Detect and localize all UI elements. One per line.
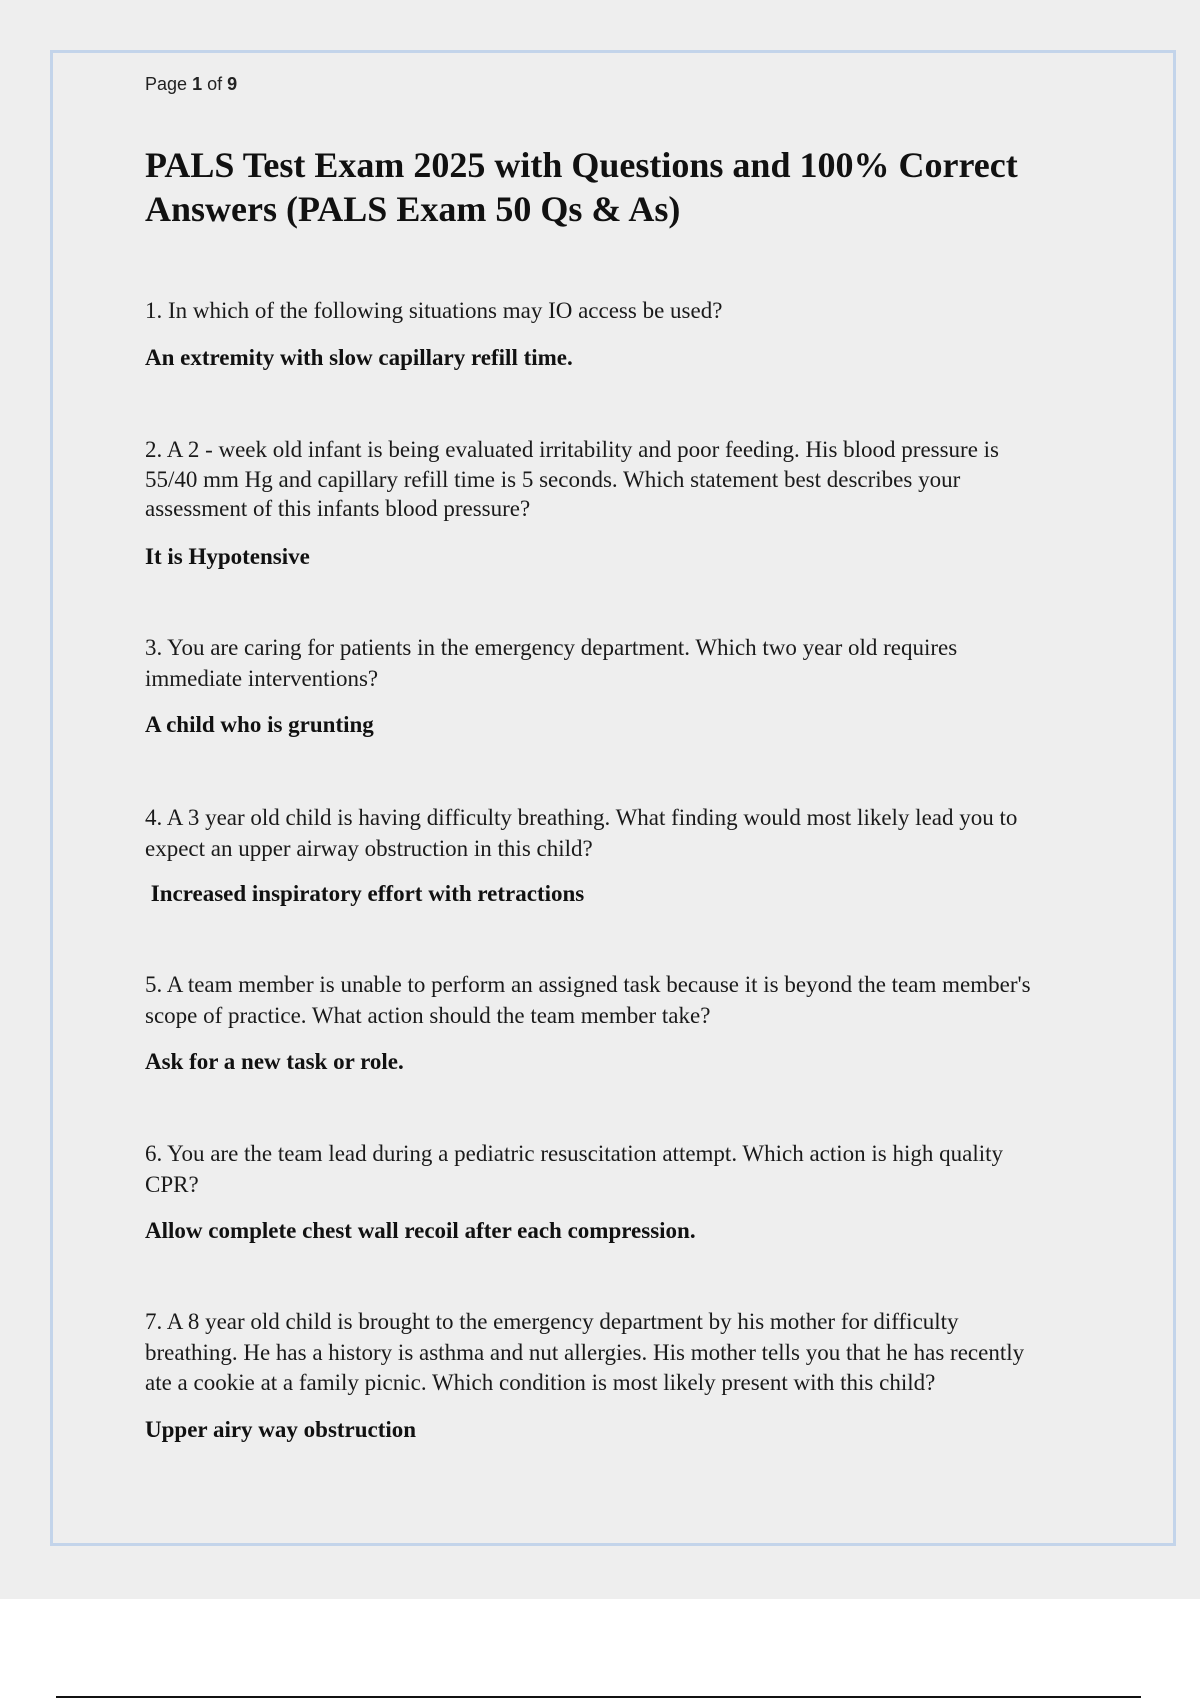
answer-text: Allow complete chest wall recoil after each compression. — [145, 1218, 696, 1243]
answer-text: Ask for a new task or role. — [145, 1049, 404, 1074]
question-text: ate a cookie at a family picnic. Which condition is most likely present with this child? — [145, 1370, 936, 1395]
page-prefix: Page — [145, 74, 188, 94]
page-indicator — [145, 74, 237, 95]
question-text: immediate interventions? — [145, 666, 379, 691]
answer-text: A child who is grunting — [145, 712, 374, 737]
question-text: expect an upper airway obstruction in this child? — [145, 836, 593, 861]
page-total: 9 — [227, 74, 238, 94]
question-text: 7. A 8 year old child is brought to the emergency department by his mother for difficulty — [145, 1309, 959, 1334]
question-text: 1. In which of the following situations may IO access be used? — [145, 298, 723, 323]
question-text: breathing. He has a history is asthma and nut allergies. His mother tells you that he has recently — [145, 1340, 1025, 1365]
answer-text: Upper airy way obstruction — [145, 1417, 417, 1442]
answer-text: It is Hypotensive — [145, 544, 310, 569]
question-text: 5. A team member is unable to perform an assigned task because it is beyond the team member's — [145, 972, 1031, 997]
page-of: of — [207, 74, 223, 94]
question-text: scope of practice. What action should the team member take? — [145, 1003, 711, 1028]
footer-rule — [56, 1696, 1141, 1698]
question-text: 2. A 2 - week old infant is being evaluated irritability and poor feeding. His blood pressure is — [145, 437, 1000, 462]
document-title: PALS Test Exam 2025 with Questions and 100% Correct Answers (PALS Exam 50 Qs & As) — [145, 145, 1018, 229]
question-text: 3. You are caring for patients in the emergency department. Which two year old requires — [145, 635, 958, 660]
question-text: CPR? — [145, 1172, 199, 1197]
answer-text: An extremity with slow capillary refill time. — [145, 345, 573, 370]
question-text: 4. A 3 year old child is having difficulty breathing. What finding would most likely lead you to — [145, 805, 1018, 830]
question-text: assessment of this infants blood pressure? — [145, 496, 531, 521]
question-text: 6. You are the team lead during a pediatric resuscitation attempt. Which action is high quality — [145, 1141, 1004, 1166]
answer-text: Increased inspiratory effort with retractions — [145, 881, 585, 906]
page-current: 1 — [192, 74, 203, 94]
question-text: 55/40 mm Hg and capillary refill time is 5 seconds. Which statement best describes your — [145, 467, 961, 492]
